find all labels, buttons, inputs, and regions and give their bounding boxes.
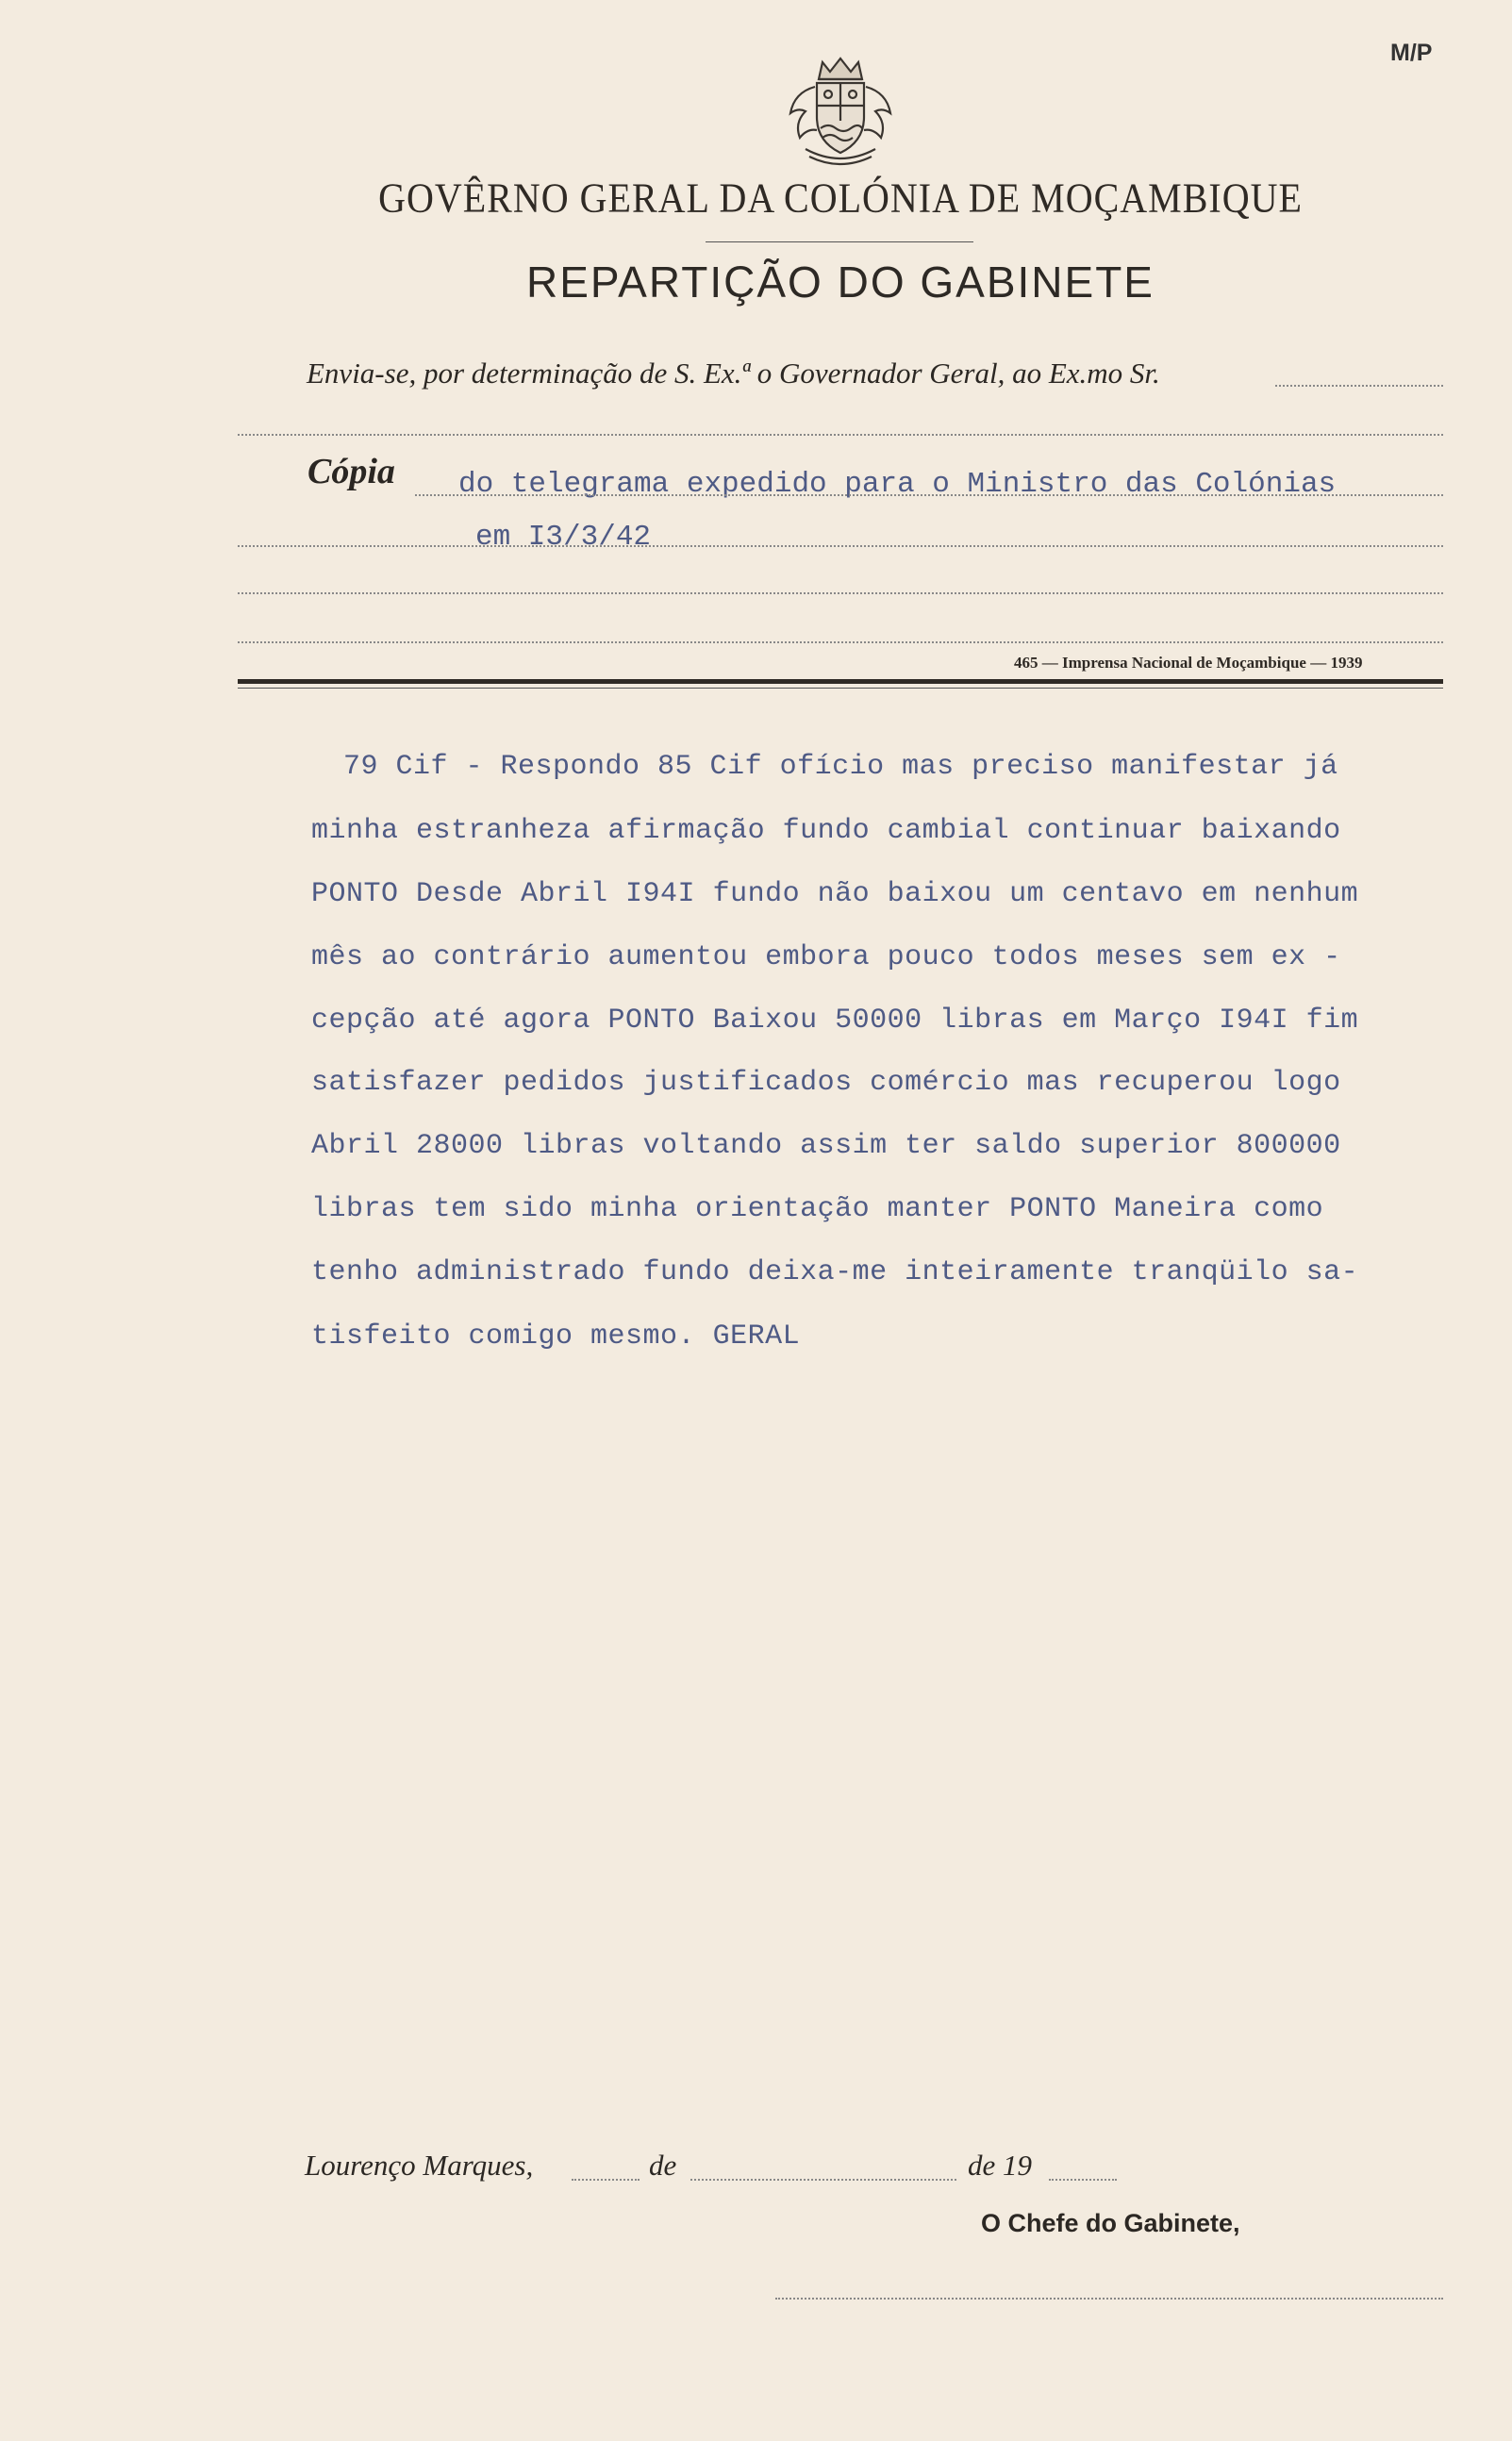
month-dotted-line	[690, 2179, 956, 2181]
dispatch-line: Envia-se, por determinação de S. Ex.ª o Governador Geral, ao Ex.mo Sr.	[307, 357, 1160, 390]
copy-dotted-line3	[238, 592, 1443, 594]
header-thin-rule	[238, 688, 1443, 689]
government-title: GOVÊRNO GERAL DA COLÓNIA DE MOÇAMBIQUE	[378, 174, 1303, 222]
telegram-line: satisfazer pedidos justificados comércio mas recuperou logo	[311, 1067, 1341, 1099]
signature-dotted-line	[775, 2298, 1443, 2300]
printer-imprint: 465 — Imprensa Nacional de Moçambique — 1939	[1014, 654, 1363, 672]
day-dotted-line	[572, 2179, 640, 2181]
copy-dotted-line1	[415, 494, 1443, 496]
telegram-line: minha estranheza afirmação fundo cambial continuar baixando	[311, 815, 1341, 847]
telegram-line: libras tem sido minha orientação manter PONTO Maneira como	[311, 1193, 1324, 1225]
copy-subject-line2: em I3/3/42	[475, 521, 652, 554]
telegram-line: tisfeito comigo mesmo. GERAL	[311, 1320, 801, 1353]
corner-mark: M/P	[1390, 40, 1433, 66]
copy-subject-line1: do telegrama expedido para o Ministro das Colónias	[458, 468, 1337, 501]
telegram-line: mês ao contrário aumentou embora pouco todos meses sem ex -	[311, 941, 1341, 973]
telegram-line: cepção até agora PONTO Baixou 50000 libras em Março I94I fim	[311, 1005, 1359, 1037]
telegram-line: PONTO Desde Abril I94I fundo não baixou um centavo em nenhum	[311, 878, 1359, 910]
title-divider	[706, 241, 973, 242]
telegram-line: tenho administrado fundo deixa-me inteiramente tranqüilo sa-	[311, 1256, 1359, 1288]
department-title: REPARTIÇÃO DO GABINETE	[526, 257, 1155, 307]
dispatch-dotted-line	[1275, 385, 1443, 387]
telegram-line: 79 Cif - Respondo 85 Cif ofício mas preciso manifestar já	[343, 751, 1338, 783]
copy-dotted-line2	[238, 545, 1443, 547]
coat-of-arms-icon	[781, 55, 900, 166]
header-thick-rule	[238, 679, 1443, 684]
copy-dotted-line4	[238, 641, 1443, 643]
signatory-title: O Chefe do Gabinete,	[981, 2209, 1240, 2237]
year-label: de 19	[968, 2149, 1033, 2182]
date-de-label: de	[649, 2149, 677, 2182]
recipient-dotted-line	[238, 434, 1443, 436]
telegram-line: Abril 28000 libras voltando assim ter saldo superior 800000	[311, 1130, 1341, 1162]
year-dotted-line	[1049, 2179, 1117, 2181]
copy-label: Cópia	[307, 452, 395, 491]
place-date-label: Lourenço Marques,	[305, 2149, 534, 2182]
